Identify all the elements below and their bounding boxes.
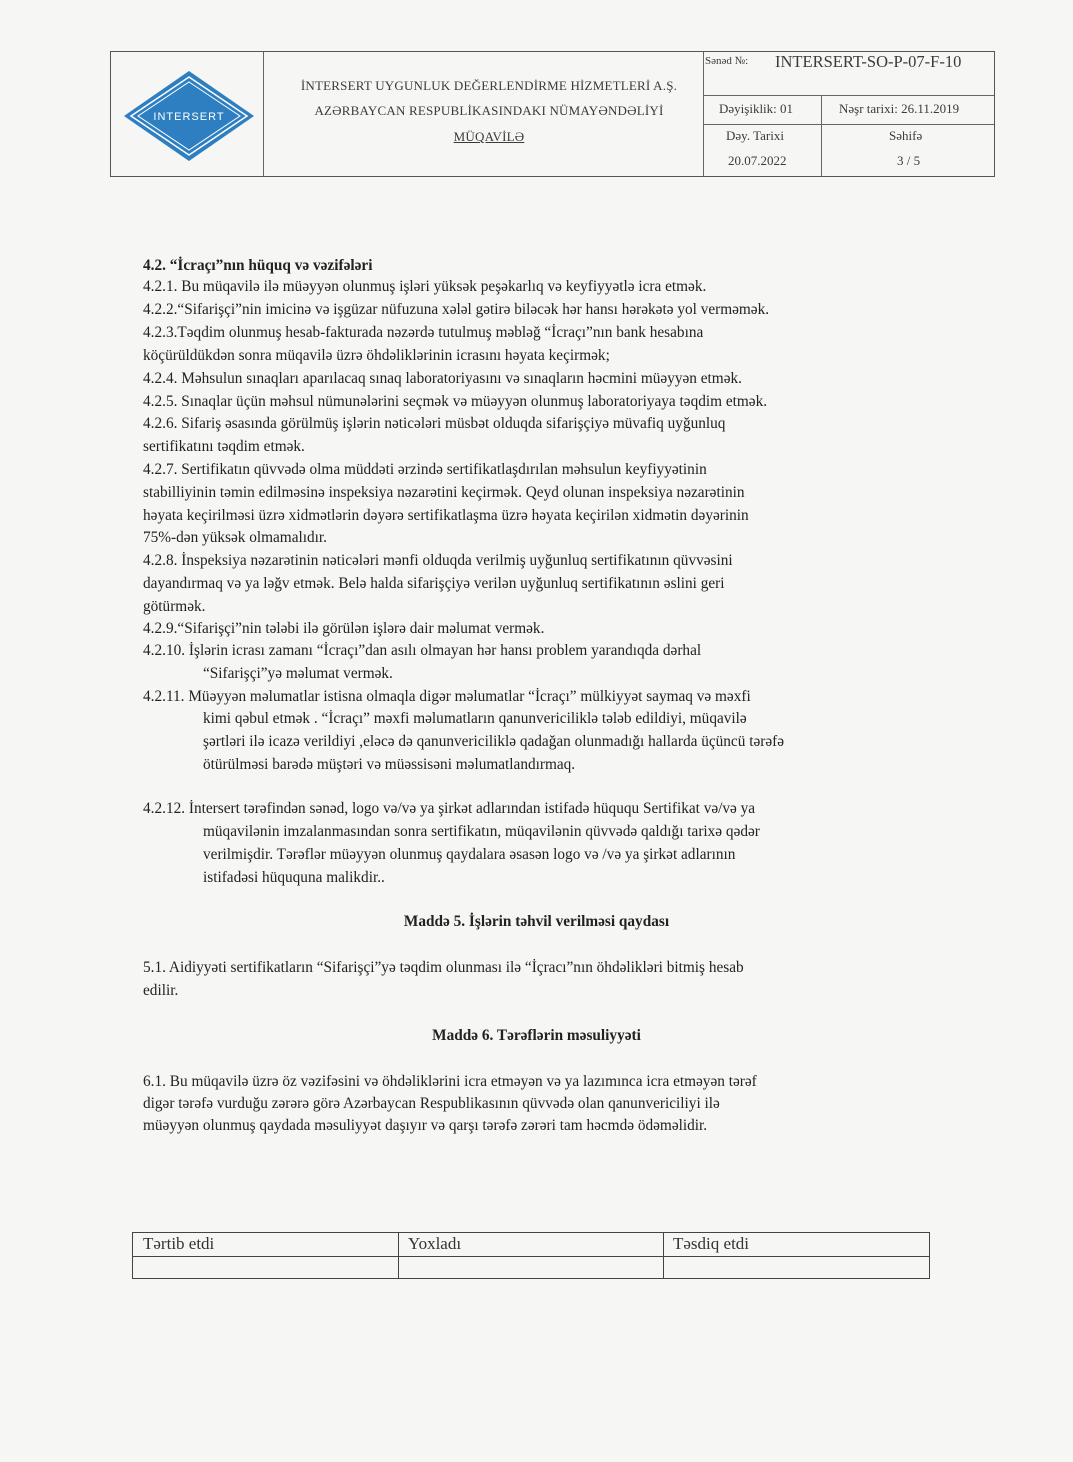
approved-by-label: Təsdiq etdi bbox=[673, 1234, 750, 1253]
text-line: həyata keçirilməsi üzrə xidmətlərin dəyərə sertifikatlaşma üzrə həyata keçirilən xidmətin dəyərinin bbox=[143, 507, 749, 524]
text-line: 6.1. Bu müqavilə üzrə öz vəzifəsini və öhdəliklərini icra etməyən və ya lazımınca icra etməyən tərəf bbox=[143, 1073, 757, 1090]
section-heading-4-2: 4.2. “İcraçı”nın hüquq və vəzifələri bbox=[143, 257, 373, 274]
change-date-label: Dəy. Tarixi bbox=[726, 128, 784, 143]
doc-no-value: INTERSERT-SO-P-07-F-10 bbox=[775, 52, 962, 71]
text-line: istifadəsi hüququna malikdir.. bbox=[203, 869, 385, 886]
checked-by-label: Yoxladı bbox=[408, 1234, 462, 1253]
text-line: ötürülməsi barədə müştəri və müəssisəni məlumatlandırmaq. bbox=[203, 756, 576, 773]
article-5-heading: Maddə 5. İşlərin təhvil verilməsi qaydası bbox=[403, 913, 670, 930]
logo-text: INTERSERT bbox=[153, 111, 225, 123]
text-line: kimi qəbul etmək . “İcraçı” məxfi məlumatların qanunvericiliklə tələb edildiyi, müqavilə bbox=[203, 710, 747, 727]
org-name-line1: İNTERSERT UYGUNLUK DEĞERLENDİRME HİZMETLERİ A.Ş. bbox=[300, 78, 678, 93]
change-number: Dəyişiklik: 01 bbox=[719, 101, 794, 116]
text-line: müəyyən olunmuş qaydada məsuliyyət daşıyır və qarşı tərəfə zərəri tam həcmdə ödəməlidir. bbox=[143, 1117, 708, 1134]
org-name-line2: AZƏRBAYCAN RESPUBLİKASINDAKI NÜMAYƏNDƏLİYİ bbox=[314, 103, 664, 118]
text-line: köçürüldükdən sonra müqavilə üzrə öhdəliklərinin icrasını həyata keçirmək; bbox=[143, 347, 610, 364]
text-line: 5.1. Aidiyyəti sertifikatların “Sifarişçi”yə təqdim olunması ilə “İçracı”nın öhdəlikləri bitmiş hesab bbox=[143, 959, 744, 976]
text-line: stabilliyinin təmin edilməsinə inspeksiya nəzarətini keçirmək. Qeyd olunan inspeksiya nəzarətinin bbox=[143, 484, 745, 501]
page-label: Səhifə bbox=[889, 128, 923, 143]
text-line: edilir. bbox=[143, 982, 179, 999]
document-header bbox=[110, 51, 995, 177]
article-6-heading: Maddə 6. Tərəflərin məsuliyyəti bbox=[432, 1027, 641, 1044]
text-line: şərtləri ilə icazə verildiyi ,eləcə də qanunvericiliklə qadağan olunmadığı hallarda üçüncü tərəfə bbox=[203, 733, 785, 750]
text-line: dayandırmaq və ya ləğv etmək. Belə halda sifarişçiyə verilən uyğunluq sertifikatının əslini geri bbox=[143, 575, 725, 592]
text-line: digər tərəfə vurduğu zərərə görə Azərbaycan Respublikasının qüvvədə olan qanunvericiliyi ilə bbox=[143, 1095, 720, 1112]
text-line: “Sifarişçi”yə məlumat vermək. bbox=[203, 665, 393, 682]
text-line: 4.2.9.“Sifarişçi”nin tələbi ilə görülən işlərə dair məlumat vermək. bbox=[143, 620, 545, 637]
text-line: 4.2.8. İnspeksiya nəzarətinin nəticələri mənfi olduqda verilmiş uyğunluq sertifikatının qüvvəsini bbox=[143, 552, 733, 569]
intersert-logo bbox=[121, 68, 257, 164]
text-line: 4.2.7. Sertifikatın qüvvədə olma müddəti ərzində sertifikatlaşdırılan məhsulun keyfiyyətinin bbox=[143, 461, 707, 478]
page-number: 3 / 5 bbox=[897, 153, 921, 168]
doc-no-label: Sənəd №: bbox=[705, 55, 749, 67]
text-line: 4.2.6. Sifariş əsasında görülmüş işlərin nəticələri müsbət olduqda sifarişçiyə müvafiq uyğunluq bbox=[143, 415, 726, 432]
text-line: müqavilənin imzalanmasından sonra sertifikatın, müqavilənin qüvvədə qaldığı tarixə qədər bbox=[203, 823, 760, 840]
publish-date: Nəşr tarixi: 26.11.2019 bbox=[839, 101, 960, 116]
text-line: 4.2.5. Sınaqlar üçün məhsul nümunələrini seçmək və müəyyən olunmuş laboratoriyaya təqdim etmək. bbox=[143, 393, 768, 410]
text-line: 4.2.3.Təqdim olunmuş hesab-fakturada nəzərdə tutulmuş məbləğ “İcraçı”nın bank hesabına bbox=[143, 324, 704, 341]
text-line: 4.2.11. Müəyyən məlumatlar istisna olmaqla digər məlumatlar “İcraçı” mülkiyyət saymaq və məxfi bbox=[143, 688, 751, 705]
signature-table bbox=[132, 1232, 930, 1279]
prepared-by-label: Tərtib etdi bbox=[143, 1234, 215, 1253]
document-type-title: MÜQAVİLƏ bbox=[453, 129, 525, 144]
text-line: 4.2.2.“Sifarişçi”nin imicinə və işgüzar nüfuzuna xələl gətirə biləcək hər hansı hərəkətə yol verməmək. bbox=[143, 301, 770, 318]
text-line: götürmək. bbox=[143, 598, 206, 615]
text-line: sertifikatını təqdim etmək. bbox=[143, 438, 305, 455]
text-line: 4.2.4. Məhsulun sınaqları aparılacaq sınaq laboratoriyasını və sınaqların həcmini müəyyən etmək. bbox=[143, 370, 742, 387]
text-line: verilmişdir. Tərəflər müəyyən olunmuş qaydalara əsasən logo və /və ya şirkət adlarının bbox=[203, 846, 736, 863]
text-line: 75%-dən yüksək olmamalıdır. bbox=[143, 529, 327, 546]
text-line: 4.2.10. İşlərin icrası zamanı “İcraçı”dan asılı olmayan hər hansı problem yarandıqda dərhal bbox=[143, 642, 702, 659]
change-date-value: 20.07.2022 bbox=[728, 153, 787, 168]
text-line: 4.2.1. Bu müqavilə ilə müəyyən olunmuş işləri yüksək peşəkarlıq və keyfiyyətlə icra etmək. bbox=[143, 278, 707, 295]
text-line: 4.2.12. İntersert tərəfindən sənəd, logo və/və ya şirkət adlarından istifadə hüququ Sertifikat və/və ya bbox=[143, 800, 756, 817]
